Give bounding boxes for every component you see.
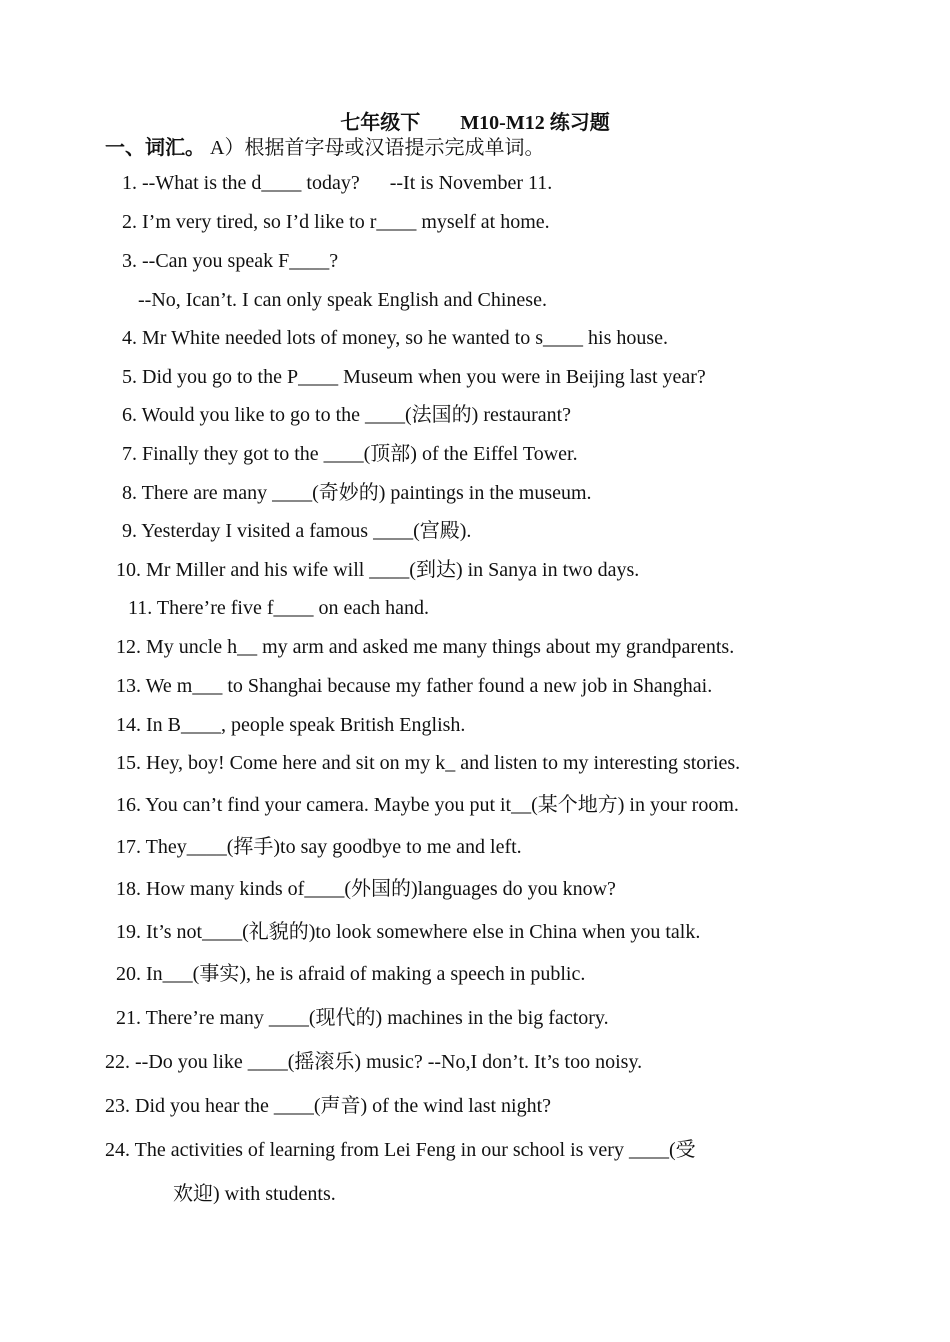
question-3-answer-line: --No, Ican’t. I can only speak English and Chinese. — [138, 289, 547, 311]
question-23: 23. Did you hear the ____(声音) of the wind last night? — [105, 1095, 552, 1117]
section-instruction: A）根据首字母或汉语提示完成单词。 — [205, 137, 545, 159]
question-22: 22. --Do you like ____(摇滚乐) music? --No,I don’t. It’s too noisy. — [105, 1051, 643, 1073]
question-1: 1. --What is the d____ today? --It is November 11. — [122, 172, 553, 194]
question-20: 20. In___(事实), he is afraid of making a speech in public. — [116, 963, 586, 985]
question-2: 2. I’m very tired, so I’d like to r____ myself at home. — [122, 211, 550, 233]
question-24-continuation: 欢迎) with students. — [173, 1183, 336, 1205]
question-24: 24. The activities of learning from Lei Feng in our school is very ____(受 — [105, 1139, 696, 1161]
question-15: 15. Hey, boy! Come here and sit on my k_ and listen to my interesting stories. — [116, 752, 741, 774]
question-8: 8. There are many ____(奇妙的) paintings in the museum. — [122, 482, 592, 504]
question-18: 18. How many kinds of____(外国的)languages do you know? — [116, 878, 616, 900]
question-13: 13. We m___ to Shanghai because my father found a new job in Shanghai. — [116, 675, 713, 697]
section-label: 一、词汇。 — [105, 137, 205, 159]
question-9: 9. Yesterday I visited a famous ____(宫殿). — [122, 520, 472, 542]
question-7: 7. Finally they got to the ____(顶部) of the Eiffel Tower. — [122, 443, 578, 465]
question-14: 14. In B____, people speak British English. — [116, 714, 466, 736]
question-4: 4. Mr White needed lots of money, so he wanted to s____ his house. — [122, 327, 669, 349]
section-heading — [105, 133, 544, 163]
question-21: 21. There’re many ____(现代的) machines in the big factory. — [116, 1007, 609, 1029]
page-title: 七年级下 M10-M12 练习题 — [340, 112, 610, 134]
question-11: 11. There’re five f____ on each hand. — [128, 597, 429, 619]
question-3: 3. --Can you speak F____? — [122, 250, 339, 272]
question-10: 10. Mr Miller and his wife will ____(到达) in Sanya in two days. — [116, 559, 640, 581]
question-5: 5. Did you go to the P____ Museum when you were in Beijing last year? — [122, 366, 706, 388]
question-16: 16. You can’t find your camera. Maybe you put it__(某个地方) in your room. — [116, 794, 739, 816]
question-6: 6. Would you like to go to the ____(法国的) restaurant? — [122, 404, 572, 426]
question-12: 12. My uncle h__ my arm and asked me many things about my grandparents. — [116, 636, 735, 658]
question-17: 17. They____(挥手)to say goodbye to me and left. — [116, 836, 522, 858]
question-19: 19. It’s not____(礼貌的)to look somewhere else in China when you talk. — [116, 921, 701, 943]
